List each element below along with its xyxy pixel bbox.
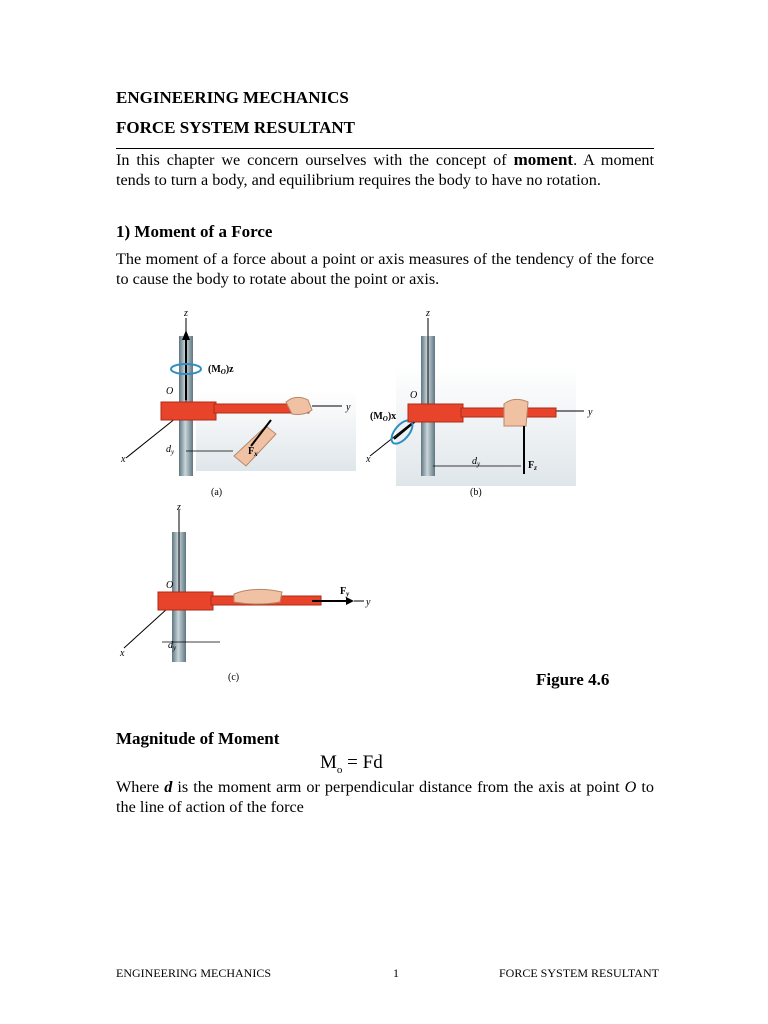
figure-a-force-label: $F_x$	[248, 446, 258, 458]
figure-a-moment-label: $(M_O)z$	[208, 364, 234, 376]
figure-b-force-label: $F_z$	[528, 460, 537, 472]
figure-b-hand	[504, 399, 528, 426]
figure-b-z-label: z	[426, 308, 430, 319]
intro-bold-moment: moment	[513, 150, 574, 169]
equation-subscript: o	[336, 763, 343, 776]
figure-a-wrench-head	[161, 402, 216, 420]
figure-b-x-label: x	[366, 454, 371, 465]
where-end-text: to the line of action of the force	[116, 778, 654, 816]
figure-c	[116, 502, 386, 687]
figure-b-o-label: O	[410, 390, 418, 401]
moment-equation	[320, 752, 383, 776]
moment-arm-symbol: d	[164, 778, 173, 796]
figure-c-force-arrowhead	[346, 597, 354, 605]
magnitude-paragraph	[116, 778, 654, 817]
section1-paragraph: The moment of a force about a point or axis measures of the tendency of the force to cause the body to rotate about the point or axis.	[116, 250, 654, 288]
footer-page-number: 1	[393, 966, 399, 980]
figure-a-backdrop	[196, 391, 356, 471]
figure-a-dy-label: $d_y$	[166, 444, 175, 456]
figure-a-y-label: y	[346, 402, 351, 413]
intro-text-start: In this chapter we concern ourselves with the concept of	[116, 151, 514, 169]
figure-c-o-label: O	[166, 580, 174, 591]
footer-right: FORCE SYSTEM RESULTANT	[499, 966, 659, 980]
figure-c-z-label: z	[177, 502, 181, 513]
figure-c-force-label: $F_y$	[340, 586, 350, 598]
figure-a-x-label: x	[121, 454, 126, 465]
figure-b	[366, 306, 606, 501]
intro-paragraph	[116, 150, 654, 190]
footer-left: ENGINEERING MECHANICS	[116, 966, 271, 980]
point-o-symbol: O	[624, 778, 637, 796]
figure-c-caption: (c)	[228, 672, 240, 683]
figure-b-caption: (b)	[470, 487, 482, 498]
section-heading-moment-of-force: 1) Moment of a Force	[116, 222, 273, 241]
equation-m: M	[320, 752, 337, 773]
figure-a-z-label: z	[184, 308, 188, 319]
title-rule	[116, 148, 654, 149]
figure-c-y-label: y	[366, 597, 371, 608]
figure-c-x-label: x	[120, 648, 125, 659]
document-title: ENGINEERING MECHANICS	[116, 88, 349, 107]
section-heading-magnitude: Magnitude of Moment	[116, 729, 280, 748]
intro-text-end: . A moment tends to turn a body, and equilibrium requires the body to have no rotation.	[116, 151, 654, 189]
figure-c-hand	[234, 589, 282, 604]
where-mid-text: is the moment arm or perpendicular distance from the axis at point	[172, 778, 625, 796]
figure-c-dy-label: $d_y$	[168, 640, 177, 652]
figure-b-dy-label: $d_y$	[472, 456, 481, 468]
document-subtitle: FORCE SYSTEM RESULTANT	[116, 118, 356, 137]
figure-b-moment-label: $(M_O)x$	[370, 411, 397, 423]
figure-a-moment-arrowhead	[182, 330, 190, 340]
equation-rhs: = Fd	[342, 752, 383, 773]
figure-a-o-label: O	[166, 386, 174, 397]
figure-label: Figure 4.6	[536, 670, 610, 689]
figure-c-wrench-head	[158, 592, 213, 610]
figure-a-caption: (a)	[211, 487, 223, 498]
figure-a	[116, 306, 366, 501]
where-text: Where	[116, 778, 165, 796]
figure-b-y-label: y	[588, 407, 593, 418]
figure-b-wrench-head	[408, 404, 463, 422]
